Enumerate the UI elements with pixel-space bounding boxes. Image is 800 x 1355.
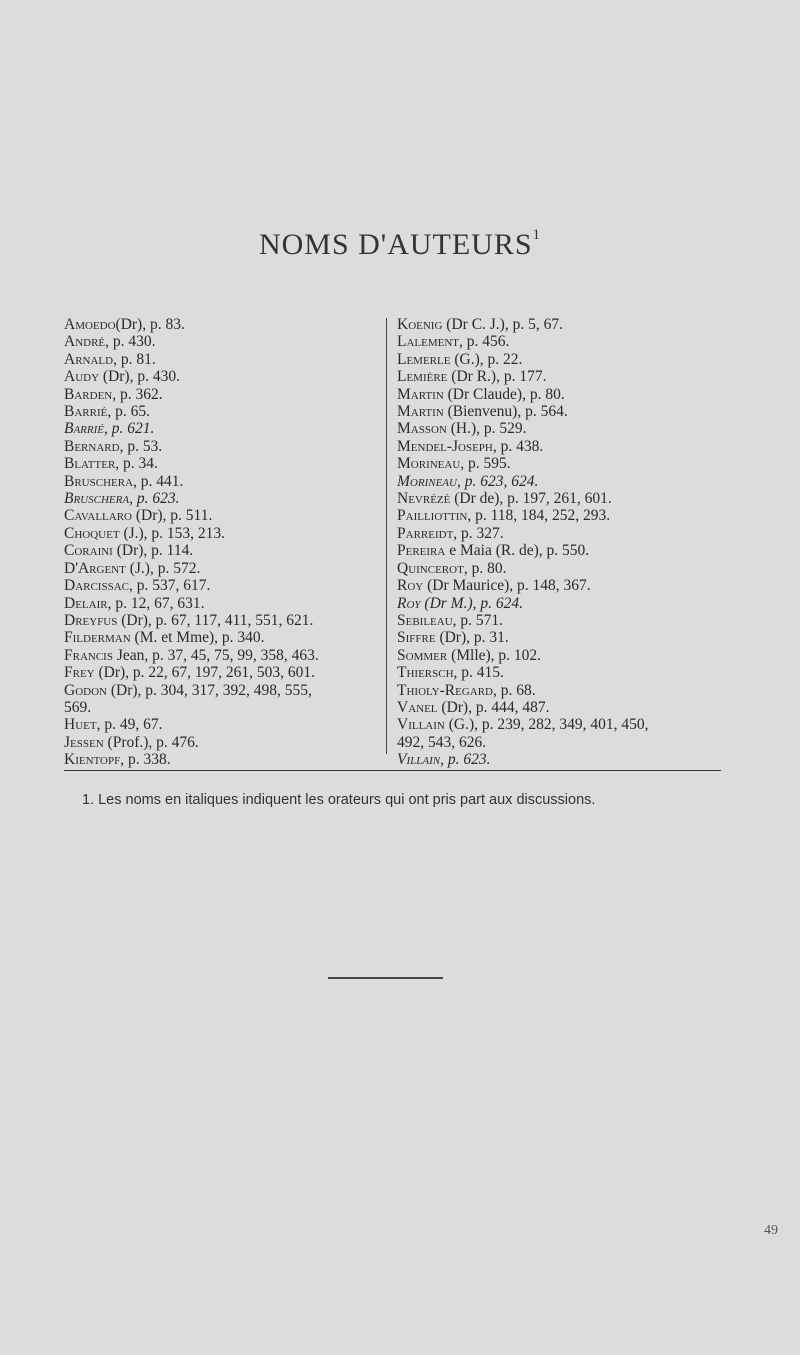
page-references: (Prof.), p. 476. [103,733,199,751]
page-references: e Maia (R. de), p. 550. [445,542,590,560]
author-name: Barrié [64,420,105,438]
page-references: , p. 49, 67. [96,716,163,734]
author-entry [397,473,717,490]
author-name: Blatter [64,455,116,473]
author-entry [397,716,717,733]
author-entry [397,403,717,420]
page-references: , p. 68. [492,681,536,699]
page-references: (G.), p. 239, 282, 349, 401, 450, [444,716,649,734]
author-entry [397,525,717,542]
page-references: (Dr M.), p. 624. [420,594,523,612]
page-references: , p. 623. [129,490,180,508]
page-references: 569. [64,698,92,716]
author-entry [397,612,717,629]
author-entry [397,316,717,333]
author-name: Mendel-Joseph [397,437,493,455]
footnote-separator [64,770,721,771]
page-number: 49 [764,1223,778,1238]
page-references: , p. 362. [112,385,163,403]
author-name: Martin [397,403,444,421]
author-entry [64,490,384,507]
footnote: 1. Les noms en italiques indiquent les orateurs qui ont pris part aux discussions. [82,792,596,808]
author-name: Lalement [397,333,460,351]
author-entry [64,351,384,368]
page-references: (Dr), p. 22, 67, 197, 261, 503, 601. [94,664,316,682]
page-references: (Dr), p. 67, 117, 411, 551, 621. [117,611,314,629]
author-entry [397,560,717,577]
author-name: Huet [64,716,97,734]
author-name: Francis [64,646,113,664]
page-references: (Mlle), p. 102. [447,646,542,664]
author-entry [64,629,384,646]
author-entry [64,577,384,594]
author-name: Morineau [397,472,457,490]
page-references: , p. 338. [120,751,171,769]
decorative-rule [328,977,443,979]
author-entry [64,560,384,577]
page-references: , p. 12, 67, 631. [107,594,205,612]
author-name: Filderman [64,629,131,647]
author-entry [64,699,384,716]
page-references: (J.), p. 572. [125,559,201,577]
author-name: Quincerot [397,559,464,577]
author-entry [64,682,384,699]
page-references: , p. 621. [104,420,155,438]
author-entry [64,438,384,455]
author-name: Siffre [397,629,436,647]
author-name: Pereira [397,542,446,560]
page-references: (Dr), p. 430. [99,368,180,386]
author-name: Bernard [64,437,120,455]
page-references: (Bienvenu), p. 564. [443,403,568,421]
page-references: (Dr de), p. 197, 261, 601. [450,490,612,508]
author-entry [397,751,717,768]
page-references: , p. 441. [133,472,184,490]
author-entry [397,629,717,646]
page-references: , p. 623. [440,751,491,769]
page-references: , p. 595. [460,455,511,473]
author-name: Lemière [397,368,448,386]
author-entry [64,455,384,472]
author-name: Cavallaro [64,507,132,525]
author-name: Bruschera [64,490,130,508]
author-entry [64,403,384,420]
author-name: Delair [64,594,108,612]
author-entry [397,333,717,350]
page-references: , p. 623, 624. [456,472,539,490]
author-name: Martin [397,385,444,403]
page-references: 492, 543, 626. [397,733,487,751]
page-references: (Dr Maurice), p. 148, 367. [423,577,591,595]
author-entry [64,647,384,664]
page-references: , p. 65. [107,403,150,421]
page-references: (Dr Claude), p. 80. [443,385,565,403]
author-name: Barrié [64,403,108,421]
author-name: Bruschera [64,472,134,490]
author-entry [397,455,717,472]
footnote-marker: 1 [532,227,542,243]
author-name: Vanel [397,698,438,716]
page-references: , p. 80. [463,559,507,577]
page-title [0,228,800,262]
author-entry [64,734,384,751]
author-name: Villain [397,716,445,734]
author-entry [397,664,717,681]
author-entry [397,368,717,385]
page-references: (Dr), p. 83. [115,316,185,333]
author-name: Morineau [397,455,461,473]
author-name: Barden [64,385,113,403]
author-entry [64,612,384,629]
author-name: Frey [64,664,95,682]
author-entry [397,647,717,664]
page-references: (Dr), p. 304, 317, 392, 498, 555, [106,681,312,699]
author-name: Lemerle [397,350,451,368]
author-list-right [397,316,717,769]
page-references: (H.), p. 529. [446,420,527,438]
author-entry [64,507,384,524]
author-name: Kientopf [64,751,121,769]
author-name: Thiersch [397,664,454,682]
author-entry [397,386,717,403]
author-name: Sebileau [397,611,453,629]
title-text: NOMS D'AUTEURS [258,228,533,261]
author-entry [64,316,384,333]
author-name: André [64,333,106,351]
author-entry [397,595,717,612]
author-entry [64,420,384,437]
author-entry [397,420,717,437]
author-name: D'Argent [64,559,126,577]
author-name: Audy [64,368,100,386]
author-entry [64,716,384,733]
author-entry [64,664,384,681]
author-name: Choquet [64,524,120,542]
page-references: (Dr), p. 511. [132,507,213,525]
author-name: Parreidt [397,524,454,542]
page-references: , p. 327. [453,524,504,542]
author-name: Koenig [397,316,443,333]
author-name: Pailliottin [397,507,468,525]
page-references: (Dr C. J.), p. 5, 67. [442,316,563,333]
author-entry [397,490,717,507]
page-references: , p. 118, 184, 252, 293. [467,507,611,525]
page-references: (Dr R.), p. 177. [447,368,547,386]
author-name: Jessen [64,733,104,751]
page-references: , p. 571. [452,611,504,629]
author-name: Nevrézé [397,490,451,508]
author-name: Thioly-Regard [397,681,493,699]
author-entry [64,333,384,350]
author-list-left [64,316,384,769]
page-references: , p. 81. [113,350,156,368]
author-name: Sommer [397,646,448,664]
author-entry [64,595,384,612]
author-entry [397,507,717,524]
author-entry [397,699,717,716]
author-entry [64,525,384,542]
page-references: , p. 456. [459,333,510,351]
column-divider [386,318,387,754]
page-references: , p. 537, 617. [129,577,211,595]
author-entry [64,542,384,559]
author-entry [397,734,717,751]
page-references: (M. et Mme), p. 340. [130,629,265,647]
author-name: Darcissac [64,577,129,595]
author-entry [397,542,717,559]
author-name: Amoedo [64,316,116,333]
author-name: Godon [64,681,107,699]
author-entry [397,351,717,368]
page-references: , p. 53. [119,437,163,455]
author-name: Roy [397,577,424,595]
author-entry [397,577,717,594]
author-name: Dreyfus [64,611,118,629]
page-references: , p. 34. [115,455,158,473]
page-references: Jean, p. 37, 45, 75, 99, 358, 463. [112,646,319,664]
author-entry [64,386,384,403]
author-entry [64,473,384,490]
author-name: Arnald [64,350,114,368]
page-references: (G.), p. 22. [450,350,523,368]
page-references: , p. 415. [453,664,504,682]
author-name: Villain [397,751,441,769]
page-references: , p. 438. [492,437,544,455]
page-references: (Dr), p. 31. [435,629,509,647]
author-name: Masson [397,420,447,438]
page-references: (Dr), p. 114. [112,542,194,560]
author-name: Roy [397,594,421,612]
author-entry [64,368,384,385]
author-name: Coraini [64,542,113,560]
page-references: (J.), p. 153, 213. [119,524,226,542]
author-entry [397,438,717,455]
page-references: , p. 430. [105,333,156,351]
page-references: (Dr), p. 444, 487. [437,698,550,716]
author-entry [397,682,717,699]
author-entry [64,751,384,768]
